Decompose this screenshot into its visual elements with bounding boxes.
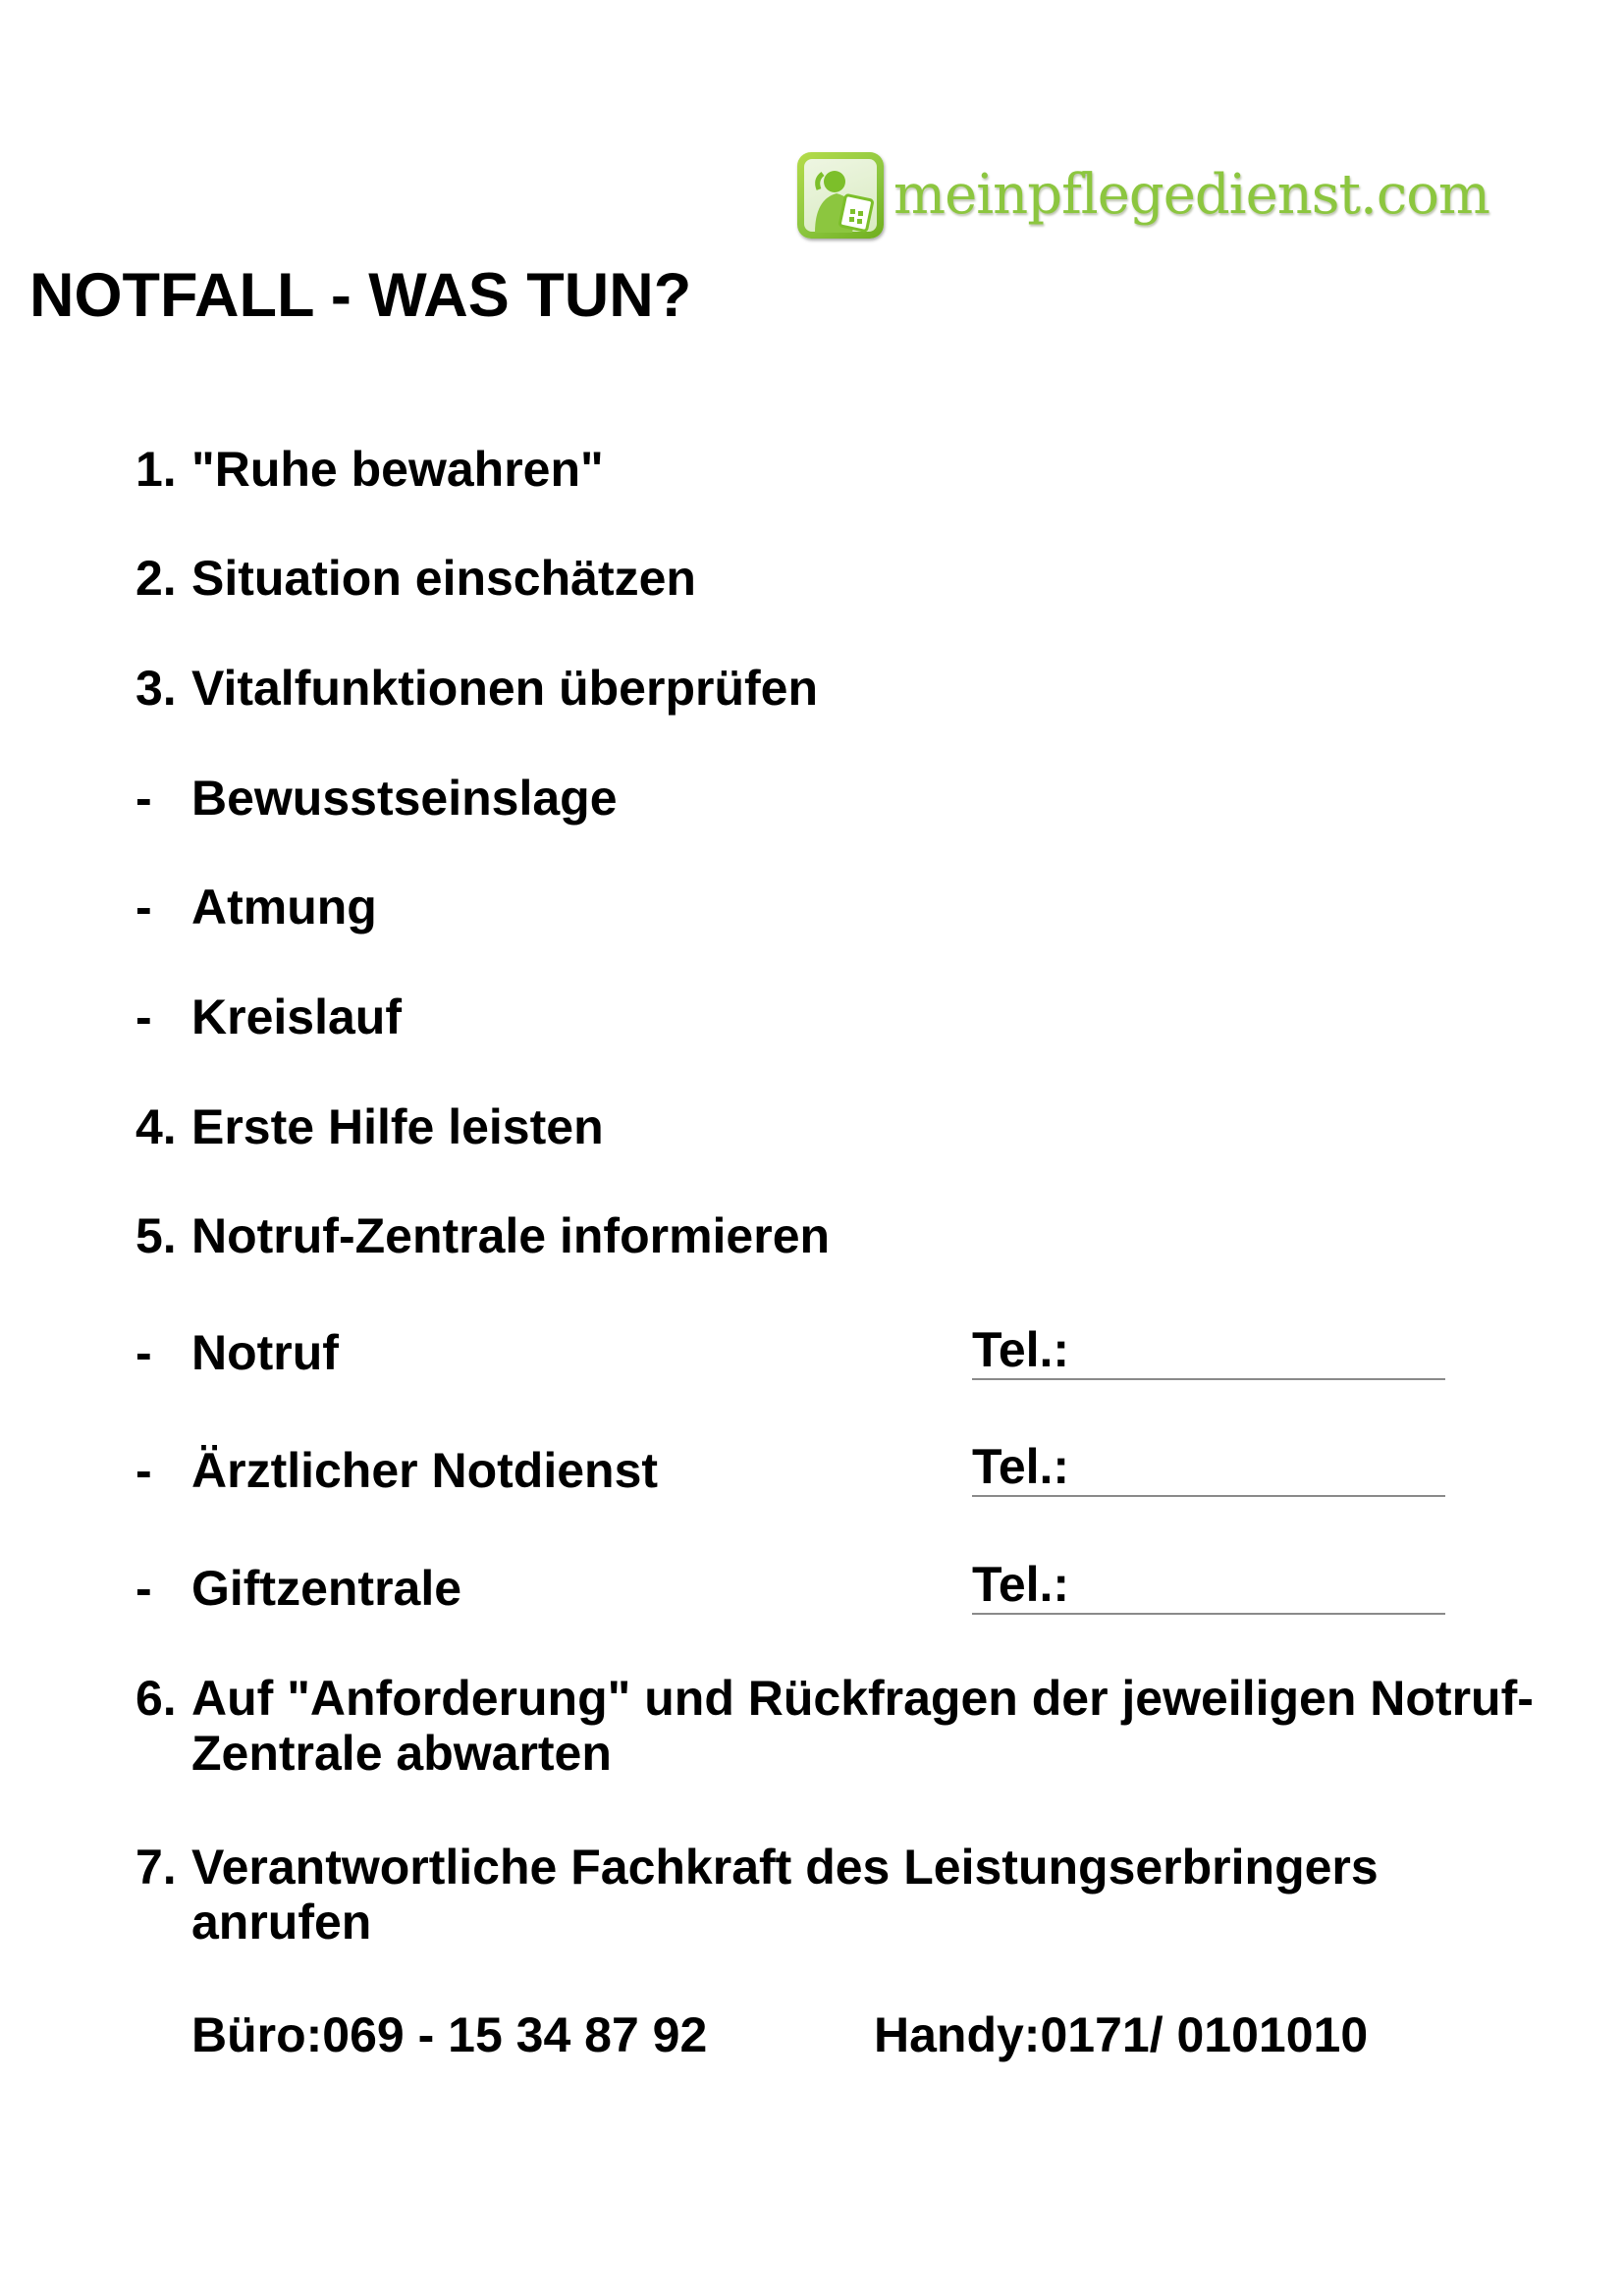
step-item xyxy=(135,551,696,606)
dash-bullet: - xyxy=(135,989,152,1044)
step-item xyxy=(135,442,604,497)
contact-numbers xyxy=(191,2007,1368,2062)
sub-item-text: Bewusstseinslage xyxy=(191,771,618,826)
sub-item-text: Kreislauf xyxy=(191,989,402,1044)
step-text: Vitalfunktionen überprüfen xyxy=(191,661,818,716)
phone-field-notruf[interactable] xyxy=(972,1322,1445,1380)
sub-item-text: Atmung xyxy=(191,880,377,934)
phone-field-aerztlicher-notdienst[interactable] xyxy=(972,1439,1445,1497)
sub-item-aerztlicher-notdienst xyxy=(135,1443,658,1498)
sub-item-text: Giftzentrale xyxy=(191,1561,462,1616)
step-number: 4. xyxy=(135,1099,177,1154)
step-text: Verantwortliche Fachkraft des Leistungserbringers anrufen xyxy=(191,1840,1379,1949)
step-item xyxy=(135,1099,604,1154)
office-phone: Büro:069 - 15 34 87 92 xyxy=(191,2007,708,2062)
step-text: Auf "Anforderung" und Rückfragen der jeweiligen Notruf-Zentrale abwarten xyxy=(191,1671,1534,1781)
step-item xyxy=(135,1840,1556,1949)
step-number: 2. xyxy=(135,551,177,606)
dash-bullet: - xyxy=(135,1325,152,1380)
tel-label: Tel.: xyxy=(972,1557,1070,1612)
sub-item xyxy=(135,880,377,934)
step-number: 1. xyxy=(135,442,177,497)
step-text: "Ruhe bewahren" xyxy=(191,442,604,497)
phone-field-giftzentrale[interactable] xyxy=(972,1557,1445,1615)
mobile-phone: Handy:0171/ 0101010 xyxy=(874,2007,1369,2062)
tel-label: Tel.: xyxy=(972,1322,1070,1377)
sub-item-giftzentrale xyxy=(135,1561,461,1616)
step-number: 6. xyxy=(135,1671,177,1726)
sub-item-text: Notruf xyxy=(191,1325,339,1380)
step-text: Situation einschätzen xyxy=(191,551,696,606)
sub-item-text: Ärztlicher Notdienst xyxy=(191,1443,659,1498)
sub-item-notruf xyxy=(135,1325,339,1380)
brand-logo xyxy=(797,152,1489,239)
dash-bullet: - xyxy=(135,1443,152,1498)
step-number: 7. xyxy=(135,1840,177,1895)
step-number: 3. xyxy=(135,661,177,716)
caregiver-logo-icon xyxy=(797,152,884,239)
step-item xyxy=(135,1208,830,1263)
tel-label: Tel.: xyxy=(972,1439,1070,1494)
step-item xyxy=(135,661,818,716)
dash-bullet: - xyxy=(135,771,152,826)
page-title: NOTFALL - WAS TUN? xyxy=(29,261,692,330)
sub-item xyxy=(135,771,618,826)
step-text: Erste Hilfe leisten xyxy=(191,1099,604,1154)
dash-bullet: - xyxy=(135,880,152,934)
step-item xyxy=(135,1671,1556,1781)
step-number: 5. xyxy=(135,1208,177,1263)
logo-text: meinpflegedienst.com xyxy=(893,163,1490,227)
step-text: Notruf-Zentrale informieren xyxy=(191,1208,831,1263)
sub-item xyxy=(135,989,402,1044)
dash-bullet: - xyxy=(135,1561,152,1616)
